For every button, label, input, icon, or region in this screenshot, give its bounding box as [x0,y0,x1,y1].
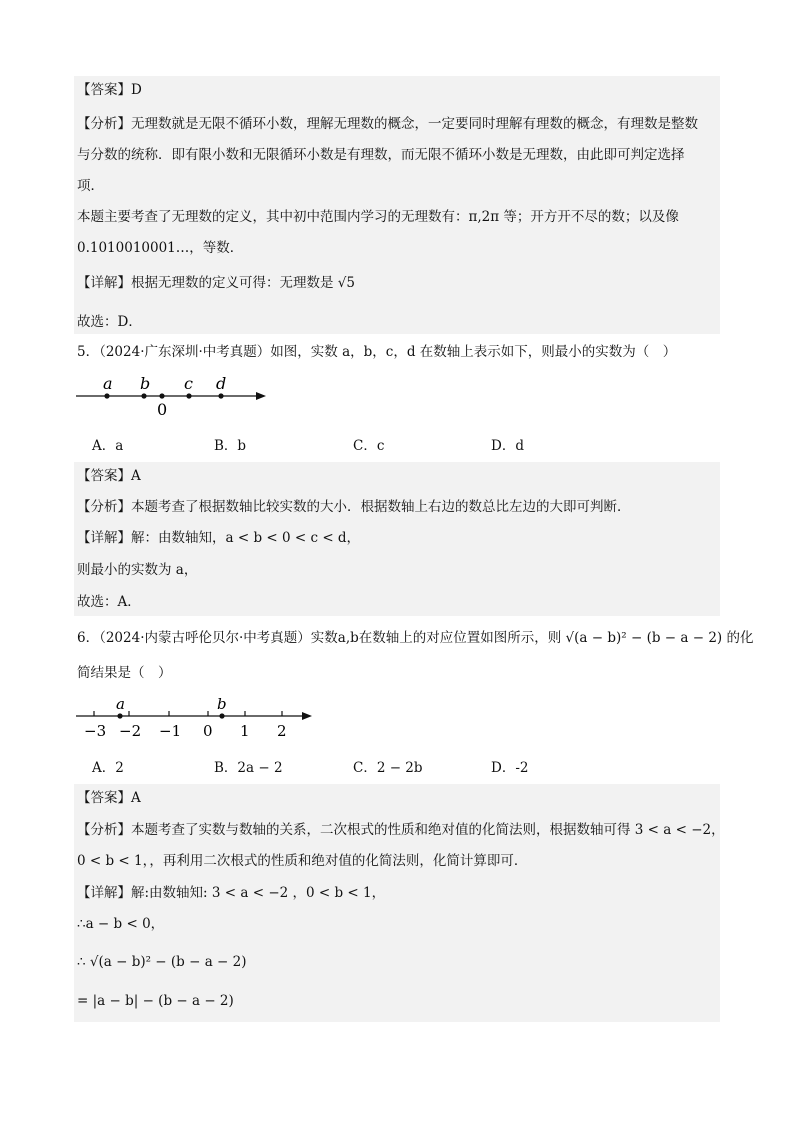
point-d [218,393,223,398]
option-d: D．d [491,438,524,454]
analysis-text: 【分析】本题考查了实数与数轴的关系，二次根式的性质和绝对值的化简法则，根据数轴可得 3 < a < −2， [77,822,725,838]
tick-label: 2 [277,722,287,740]
option-b: B．b [214,438,247,454]
analysis-text: 【分析】无理数就是无限不循环小数，理解无理数的概念，一定要同时理解有理数的概念，有理数是整数 [77,116,698,132]
point-zero [159,393,164,398]
answer-label: 【答案】A [77,790,141,806]
point-a [104,393,109,398]
analysis-text: 【分析】本题考查了根据数轴比较实数的大小．根据数轴上右边的数总比左边的大即可判断． [77,499,631,515]
solution-step: = |a − b| − (b − a − 2) [77,993,234,1009]
analysis-text: 与分数的统称．即有限小数和无限循环小数是有理数，而无限不循环小数是无理数，由此即可判定选择 [77,147,685,163]
tick-label: −2 [119,722,142,740]
tick-label: 1 [240,722,250,740]
answer-label: 【答案】A [77,468,141,484]
tick-label: −3 [84,722,107,740]
label-a: a [103,374,113,393]
label-b: b [217,695,227,713]
arrow-head [302,712,312,720]
option-c: C．c [353,438,385,454]
option-b: B．2a − 2 [214,760,283,776]
tick-label: −1 [159,722,182,740]
number-line-q6 [74,694,324,744]
note-text: 本题主要考查了无理数的定义，其中初中范围内学习的无理数有：π,2π 等；开方开不尽的数；以及像 [77,209,679,225]
number-line-q5 [74,370,274,420]
label-c: c [184,374,193,393]
label-d: d [216,374,227,393]
solution-step: ∴ √(a − b)² − (b − a − 2) [77,954,247,970]
point-b [141,393,146,398]
answer-label: 【答案】D [77,82,142,98]
arrow-head [256,392,266,400]
analysis-text: 项． [77,178,104,194]
analysis-text: 0 < b < 1，，再利用二次根式的性质和绝对值的化简法则，化简计算即可． [77,853,528,869]
choice-text: 故选：A． [77,594,141,610]
question-6-stem: 简结果是（ ） [77,665,172,681]
solution-step: ∴a − b < 0， [77,916,165,932]
option-a: A．a [92,438,124,454]
choice-text: 故选：D． [77,314,142,330]
question-6-stem: 6．（2024·内蒙古呼伦贝尔·中考真题）实数a,b在数轴上的对应位置如图所示，则 √(a − b)² − (b − a − 2) 的化 [77,630,754,646]
note-text: 0.1010010001…，等数． [77,240,244,256]
label-zero: 0 [157,400,168,419]
point-c [186,393,191,398]
detail-line: 则最小的实数为 a， [77,562,198,578]
question-5-stem: 5．（2024·广东深圳·中考真题）如图，实数 a，b，c，d 在数轴上表示如下，则最小的实数为（ ） [77,344,677,360]
detail-text: 【详解】解：由数轴知，a < b < 0 < c < d， [77,530,361,546]
option-c: C．2 − 2b [353,760,423,776]
point-b [219,713,224,718]
option-d: D．-2 [491,760,529,776]
option-a: A．2 [92,760,124,776]
label-a: a [116,695,125,713]
label-b: b [140,374,151,393]
detail-text: 【详解】解:由数轴知: 3 < a < −2 ，0 < b < 1， [77,885,386,901]
detail-text: 【详解】根据无理数的定义可得：无理数是 √5 [77,275,355,291]
point-a [117,713,122,718]
tick-label: 0 [203,722,213,740]
